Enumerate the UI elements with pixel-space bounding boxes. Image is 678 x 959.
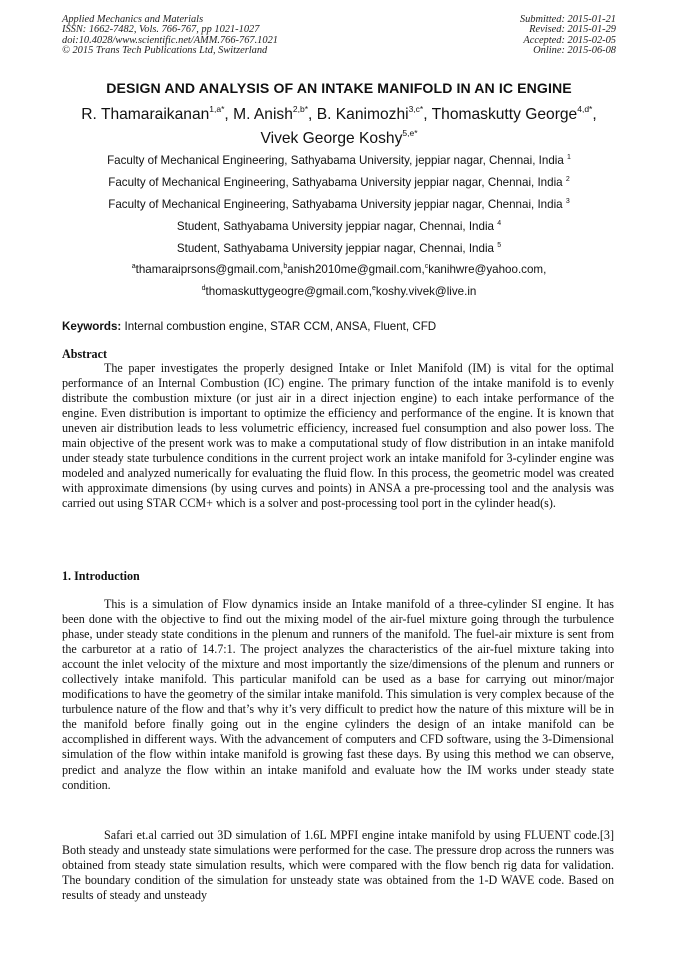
affiliation-2: Faculty of Mechanical Engineering, Sathyabama University jeppiar nagar, Chennai, India $^2$	[108, 176, 570, 189]
introduction-heading: 1. Introduction	[62, 569, 140, 583]
abstract-heading: Abstract	[62, 347, 108, 361]
introduction-paragraph-1: This is a simulation of Flow dynamics inside an Intake manifold of a three-cylinder SI engine. It has been done with the objective to find out the mixing model of the air-fuel mixture going through the turbulence phase, under steady state conditions in the plenum and runners of the manifold. The fuel-air mixture is sent from the carburetor at a ratio of 14.7:1. The project analyzes the characteristics of the air-fuel mixture taking into account the inlet velocity of the mixture and most importantly the size/dimensions of the plenum and runners or collectively intake manifold. This particular manifold can be used as a base for carrying out minor/major modifications to have the geometry of the similar intake manifold. This simulation is very complex because of the turbulence nature of the flow and that’s why it’s very difficult to predict how the nature of this mixture will be in the manifold before finally going out in the engine cylinders the design of an intake manifold can be accomplished in different ways. With the advancement of computers and CFD software, using the 3-Dimensional simulation of the flow within intake manifold is growing fast these days. By using this method we can observe, predict and analyze the flow within an intake manifold and evaluate how the IM works under steady state condition.	[62, 597, 614, 792]
journal-doi: doi:10.4028/www.scientific.net/AMM.766-767.1021	[62, 34, 278, 46]
email-link[interactable]: kanihwre@yahoo.com,	[428, 263, 547, 276]
paper-title: DESIGN AND ANALYSIS OF AN INTAKE MANIFOLD IN AN IC ENGINE	[106, 80, 572, 96]
author-sup: 3,c*	[408, 104, 424, 114]
date-revised: Revised: 2015-01-29	[529, 24, 616, 36]
date-online: Online: 2015-06-08	[533, 45, 616, 57]
keywords-text: Internal combustion engine, STAR CCM, ANSA, Fluent, CFD	[121, 320, 437, 333]
publication-dates	[520, 15, 616, 57]
journal-copyright: © 2015 Trans Tech Publications Ltd, Switzerland	[62, 45, 268, 57]
email-line-2: $^d$thomaskuttygeogre@gmail.com,$^e$koshy.vivek@live.in	[201, 285, 477, 298]
date-accepted: Accepted: 2015-02-05	[523, 34, 616, 46]
author-name: B. Kanimozhi	[316, 106, 409, 123]
affiliation-1: Faculty of Mechanical Engineering, Sathyabama University, jeppiar nagar, Chennai, India $^1$	[107, 154, 571, 167]
author-line-1	[30, 106, 648, 124]
email-line-1: $^a$thamaraiprsons@gmail.com,$^b$anish2010me@gmail.com,$^c$kanihwre@yahoo.com,	[131, 263, 547, 276]
date-submitted: Submitted: 2015-01-21	[519, 14, 616, 25]
keywords-label: Keywords:	[62, 320, 122, 333]
email-link[interactable]: thomaskuttygeogre@gmail.com,	[205, 285, 372, 298]
email-link[interactable]: koshy.vivek@live.in	[375, 285, 477, 298]
affiliation-4: Student, Sathyabama University jeppiar nagar, Chennai, India $^4$	[176, 220, 502, 233]
abstract-text: The paper investigates the properly designed Intake or Inlet Manifold (IM) is vital for the optimal performance of an Internal Combustion (IC) engine. The primary function of the intake manifold is to evenly distribute the combustion mixture (or just air in a direct injection engine) to each intake performance of the engine. Even distribution is important to optimize the efficiency and performance of the engine. It is known that uneven air distribution leads to less volumetric efficiency, increased fuel consumption and also power loss. The main objective of the present work was to make a computational study of flow distribution in an intake manifold under steady state turbulence conditions in the current project work an intake manifold for 3-cylinder engine was modeled and analyzed numerically for evaluating the fluid flow. In this process, the geometric model was created with approximate dimensions (by using curves and points) in ANSA a pre-processing tool and the analysis was carried out using STAR CCM+ which is a solver and post-processing tool port in the cylinder head(s).	[62, 361, 614, 511]
author-name: Vivek George Koshy	[260, 130, 403, 147]
affiliation-3: Faculty of Mechanical Engineering, Sathyabama University jeppiar nagar, Chennai, India $^3$	[108, 198, 570, 211]
keywords	[62, 320, 436, 333]
email-link[interactable]: thamaraiprsons@gmail.com,	[135, 263, 284, 276]
affiliation-5: Student, Sathyabama University jeppiar nagar, Chennai, India $^5$	[176, 242, 502, 255]
author-sep: ,	[224, 106, 234, 123]
author-sep: ,	[592, 106, 597, 123]
author-sup: 2,b*	[292, 104, 309, 114]
author-name: M. Anish	[233, 106, 293, 123]
author-sup: 4,d*	[577, 104, 593, 114]
author-sup: 1,a*	[209, 104, 225, 114]
author-sep: ,	[423, 106, 432, 123]
journal-name: Applied Mechanics and Materials	[62, 14, 204, 25]
journal-issn: ISSN: 1662-7482, Vols. 766-767, pp 1021-1027	[62, 24, 260, 36]
email-link[interactable]: anish2010me@gmail.com,	[287, 263, 425, 276]
introduction-paragraph-2: Safari et.al carried out 3D simulation of 1.6L MPFI engine intake manifold by using FLUENT code.[3] Both steady and unsteady state simulations were performed for the case. The pressure drop across the runners was obtained from steady state simulation results, which were compared with the flow bench rig data for validation. The boundary condition of the simulation for unsteady state was obtained from the 1-D WAVE code. Based on results of steady and unsteady	[62, 828, 614, 903]
author-sup: 5,e*	[402, 128, 418, 138]
author-line-2	[30, 130, 648, 148]
journal-info	[62, 15, 278, 57]
author-name: R. Thamaraikanan	[81, 106, 210, 123]
author-name: Thomaskutty George	[431, 106, 578, 123]
author-sep: ,	[308, 106, 317, 123]
